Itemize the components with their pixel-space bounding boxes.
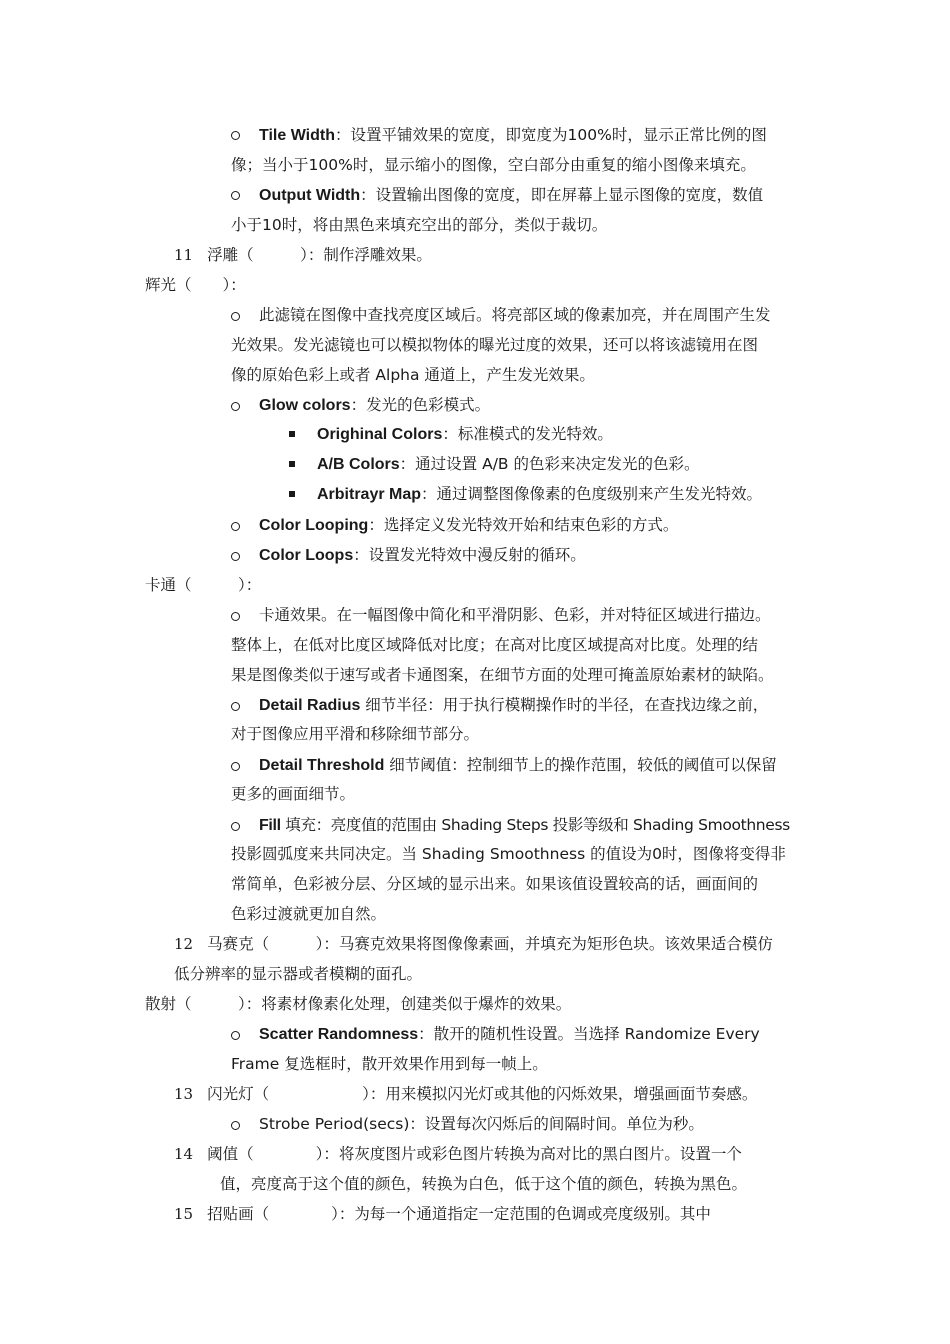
glow-sub-term: Arbitrayr Map: [317, 486, 422, 503]
item-11-text: 浮雕（ ）：制作浮雕效果。: [207, 246, 432, 264]
item-12-number: 12: [174, 935, 194, 953]
item-13-text: 闪光灯（ ）：用来模拟闪光灯或其他的闪烁效果，增强画面节奏感。: [207, 1085, 758, 1103]
tile-width-term: Tile Width: [259, 127, 335, 144]
item-15-number: 15: [174, 1205, 194, 1223]
circle-bullet-icon: [231, 762, 240, 771]
glow-heading: 辉光（ ）：: [145, 276, 246, 294]
circle-bullet-icon: [231, 552, 240, 561]
glow-sub-arbitrary: [317, 484, 762, 504]
tile-width-line2: 像；当小于100%时，显示缩小的图像，空白部分由重复的缩小图像来填充。: [231, 156, 756, 174]
output-width-text: ：设置输出图像的宽度，即在屏幕上显示图像的宽度，数值: [360, 186, 764, 204]
item-15-text: 招贴画（ ）：为每一个通道指定一定范围的色调或亮度级别。其中: [207, 1205, 711, 1223]
item-14-line2: 值，亮度高于这个值的颜色，转换为白色，低于这个值的颜色，转换为黑色。: [220, 1175, 748, 1193]
glow-sub-term: A/B Colors: [317, 456, 400, 473]
fill-line3: 常简单，色彩被分层、分区域的显示出来。如果该值设置较高的话，画面间的: [231, 875, 759, 893]
item-13: [174, 1084, 757, 1104]
glow-colors: [259, 395, 490, 415]
item-14-number: 14: [174, 1145, 194, 1163]
detail-radius-text: 细节半径：用于执行模糊操作时的半径，在查找边缘之前，: [360, 696, 769, 714]
item-15: [174, 1204, 711, 1224]
item-14-text: 阈值（ ）：将灰度图片或彩色图片转换为高对比的黑白图片。设置一个: [207, 1145, 742, 1163]
glow-desc2: 光效果。发光滤镜也可以模拟物体的曝光过度的效果，还可以将该滤镜用在图: [231, 336, 759, 354]
output-width-term: Output Width: [259, 187, 361, 204]
color-looping: [259, 515, 678, 535]
fill-line4: 色彩过渡就更加自然。: [231, 905, 387, 923]
glow-desc1: 此滤镜在图像中查找亮度区域后。将亮部区域的像素加亮，并在周围产生发: [259, 306, 771, 324]
scatter-term: Scatter Randomness: [259, 1026, 419, 1043]
fill-term: Fill: [259, 817, 281, 834]
glow-colors-text: ：发光的色彩模式。: [350, 396, 491, 414]
circle-bullet-icon: [231, 822, 240, 831]
item-12-text: 马赛克（ ）：马赛克效果将图像像素画，并填充为矩形色块。该效果适合模仿: [207, 935, 773, 953]
color-loops-text: ：设置发光特效中漫反射的循环。: [353, 546, 586, 564]
circle-bullet-icon: [231, 702, 240, 711]
fill-line2: 投影圆弧度来共同决定。当 Shading Smoothness 的值设为0时，图像将变得非: [231, 845, 786, 863]
glow-sub-text: ：通过设置 A/B 的色彩来决定发光的色彩。: [399, 455, 700, 473]
glow-sub-term: Orighinal Colors: [317, 426, 443, 443]
square-bullet-icon: [289, 461, 295, 467]
circle-bullet-icon: [231, 312, 240, 321]
color-looping-term: Color Looping: [259, 517, 369, 534]
color-looping-text: ：选择定义发光特效开始和结束色彩的方式。: [368, 516, 679, 534]
detail-radius-term: Detail Radius: [259, 697, 361, 714]
scatter-heading: 散射（ ）：将素材像素化处理，创建类似于爆炸的效果。: [145, 995, 572, 1013]
scatter-text: ：散开的随机性设置。当选择 Randomize Every: [418, 1025, 760, 1043]
output-width-line2: 小于10时，将由黑色来填充空出的部分，类似于裁切。: [231, 216, 608, 234]
glow-sub-text: ：通过调整图像像素的色度级别来产生发光特效。: [421, 485, 763, 503]
item-12-line1: [174, 934, 773, 954]
detail-threshold-line2: 更多的画面细节。: [231, 785, 356, 803]
circle-bullet-icon: [231, 131, 240, 140]
circle-bullet-icon: [231, 1031, 240, 1040]
glow-desc3: 像的原始色彩上或者 Alpha 通道上，产生发光效果。: [231, 366, 595, 384]
circle-bullet-icon: [231, 402, 240, 411]
tile-width-text: ：设置平铺效果的宽度，即宽度为100%时，显示正常比例的图: [335, 126, 767, 144]
scatter-line2: Frame 复选框时，散开效果作用到每一帧上。: [231, 1055, 548, 1073]
output-width-line1: [259, 185, 763, 205]
detail-radius-line2: 对于图像应用平滑和移除细节部分。: [231, 725, 480, 743]
glow-sub-text: ：标准模式的发光特效。: [442, 425, 613, 443]
fill-text: 填充：亮度值的范围由 Shading Steps 投影等级和 Shading Smoothness: [280, 816, 790, 834]
color-loops: [259, 545, 586, 565]
item-11: [174, 245, 432, 265]
glow-sub-ab: [317, 454, 700, 474]
fill-line1: [259, 815, 790, 835]
cartoon-desc3: 果是图像类似于速写或者卡通图案，在细节方面的处理可掩盖原始素材的缺陷。: [231, 666, 774, 684]
item-13-number: 13: [174, 1085, 194, 1103]
circle-bullet-icon: [231, 612, 240, 621]
detail-threshold-term: Detail Threshold: [259, 757, 385, 774]
detail-radius-line1: [259, 695, 768, 715]
glow-colors-term: Glow colors: [259, 397, 351, 414]
cartoon-desc2: 整体上，在低对比度区域降低对比度；在高对比度区域提高对比度。处理的结: [231, 636, 759, 654]
item-11-number: 11: [174, 246, 194, 264]
tile-width-line1: [259, 125, 767, 145]
circle-bullet-icon: [231, 191, 240, 200]
scatter-line1: [259, 1024, 760, 1044]
detail-threshold-text: 细节阈值：控制细节上的操作范围，较低的阈值可以保留: [384, 756, 777, 774]
item-14-line1: [174, 1144, 742, 1164]
cartoon-heading: 卡通（ ）：: [145, 576, 262, 594]
detail-threshold-line1: [259, 755, 777, 775]
cartoon-desc1: 卡通效果。在一幅图像中简化和平滑阴影、色彩，并对特征区域进行描边。: [259, 606, 771, 624]
item-12-line2: 低分辨率的显示器或者模糊的面孔。: [174, 965, 423, 983]
glow-sub-original: [317, 424, 613, 444]
square-bullet-icon: [289, 431, 295, 437]
square-bullet-icon: [289, 491, 295, 497]
strobe-period: Strobe Period(secs)：设置每次闪烁后的间隔时间。单位为秒。: [259, 1115, 704, 1133]
color-loops-term: Color Loops: [259, 547, 354, 564]
circle-bullet-icon: [231, 522, 240, 531]
circle-bullet-icon: [231, 1121, 240, 1130]
